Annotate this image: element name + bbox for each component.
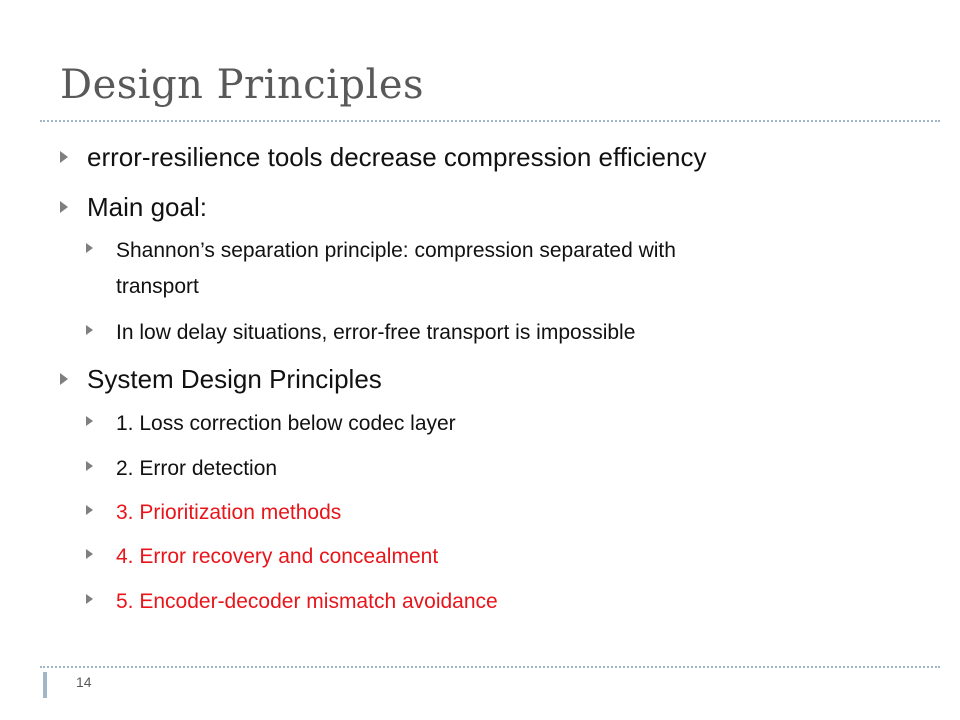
sub-bullet-text: In low delay situations, error-free transport is impossible <box>116 321 636 344</box>
triangle-right-icon <box>86 505 93 515</box>
triangle-right-icon <box>86 594 93 604</box>
slide-title: Design Principles <box>60 62 425 108</box>
footer-accent-bar <box>43 672 47 698</box>
triangle-right-icon <box>86 416 93 426</box>
bullet-text: System Design Principles <box>87 364 382 394</box>
page-number: 14 <box>76 674 92 690</box>
triangle-right-icon <box>86 325 93 335</box>
sub-bullet-text: 4. Error recovery and concealment <box>116 545 439 568</box>
bullet-text: Main goal: <box>87 192 207 222</box>
sub-bullet-text: Shannon’s separation principle: compression separated with <box>116 239 676 262</box>
sub-bullet-text: 2. Error detection <box>116 457 278 480</box>
triangle-right-icon <box>60 373 68 385</box>
triangle-right-icon <box>86 243 93 253</box>
title-divider <box>40 120 940 122</box>
footer-divider <box>40 666 940 668</box>
triangle-right-icon <box>60 151 68 163</box>
sub-bullet-text: 1. Loss correction below codec layer <box>116 412 456 435</box>
sub-bullet-text: 3. Prioritization methods <box>116 501 342 524</box>
sub-bullet-text: 5. Encoder-decoder mismatch avoidance <box>116 590 498 613</box>
bullet-text: error-resilience tools decrease compression efficiency <box>87 142 707 172</box>
triangle-right-icon <box>86 549 93 559</box>
triangle-right-icon <box>86 461 93 471</box>
triangle-right-icon <box>60 201 68 213</box>
sub-bullet-text-continuation: transport <box>116 275 199 298</box>
